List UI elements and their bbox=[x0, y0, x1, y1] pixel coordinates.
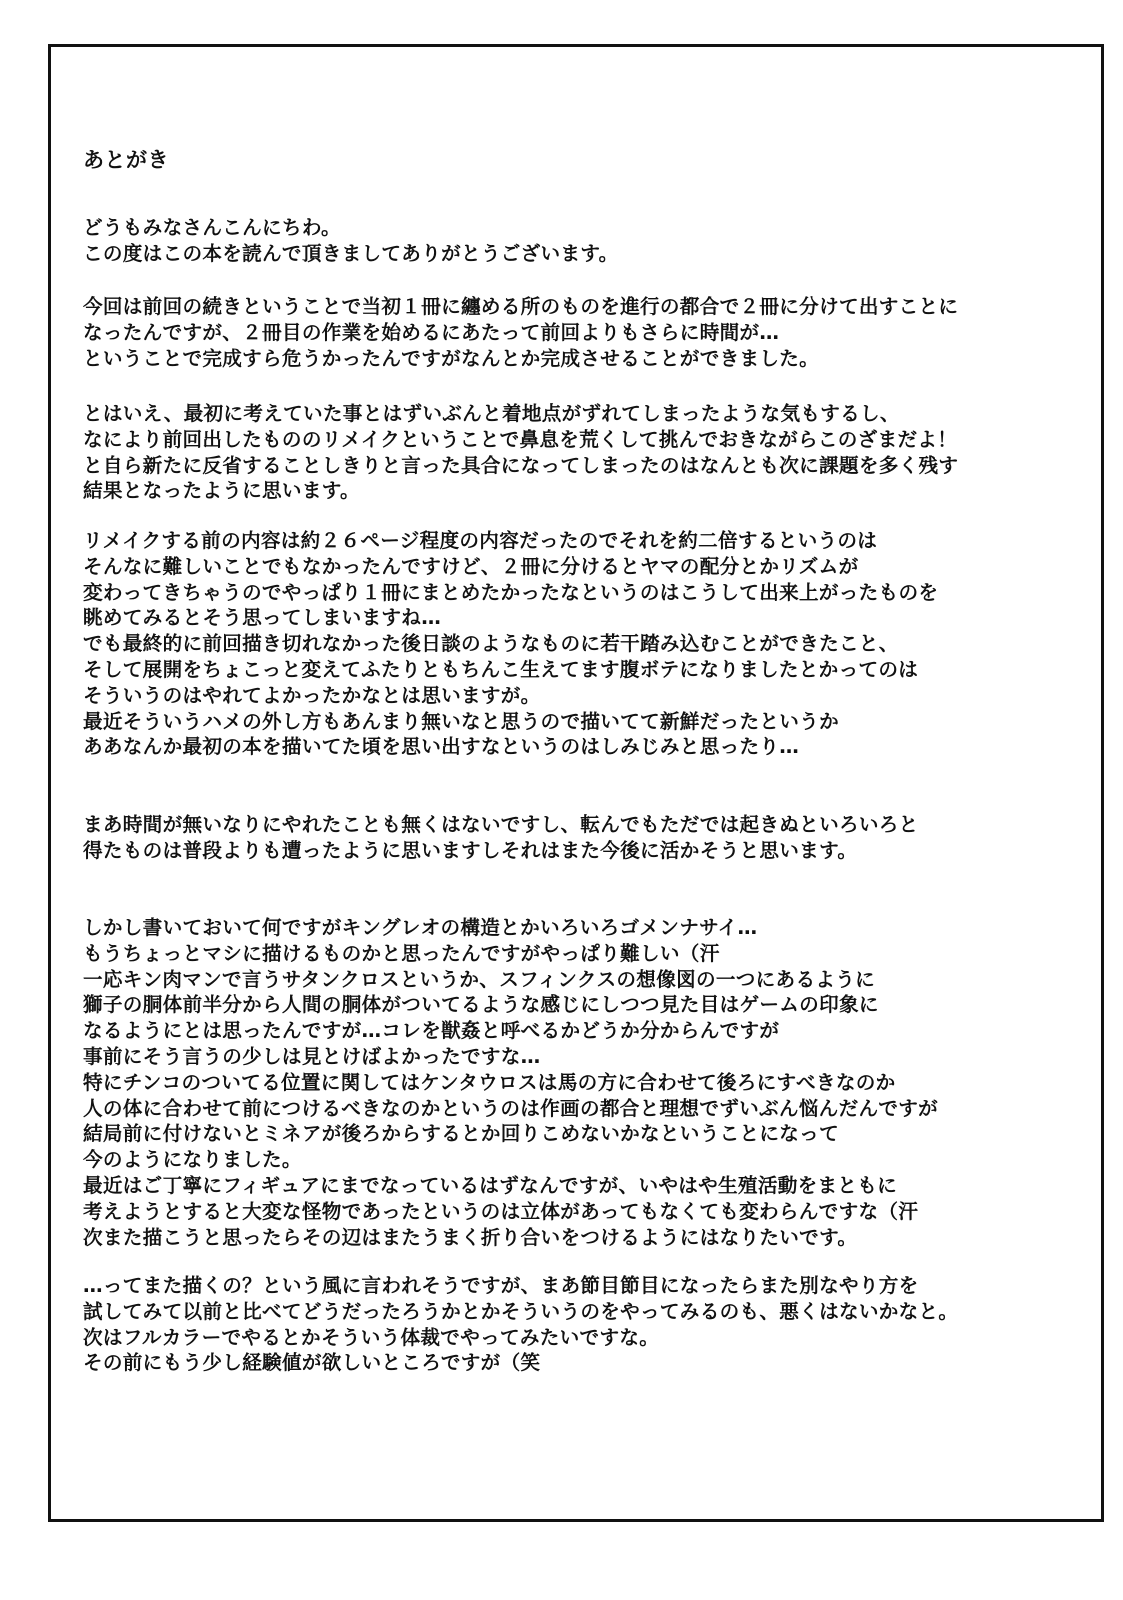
text-line: なにより前回出したもののリメイクということで鼻息を荒くして挑んでおきながらこのざまだよ！ bbox=[83, 427, 958, 451]
text-line: …ってまた描くの？という風に言われそうですが、まあ節目節目になったらまた別なやり方を bbox=[83, 1274, 919, 1297]
paragraph-remake bbox=[83, 528, 938, 760]
paragraph-king-leo bbox=[83, 915, 938, 1250]
text-line: なるようにとは思ったんですが…コレを獣姦と呼べるかどうか分からんですが bbox=[83, 1019, 780, 1043]
afterword-heading: あとがき bbox=[83, 148, 169, 172]
text-line: ああなんか最初の本を描いてた頃を思い出すなというのはしみじみと思ったり… bbox=[83, 735, 800, 759]
paragraph-closing bbox=[83, 1273, 958, 1376]
text-line: 試してみて以前と比べてどうだったろうかとかそういうのをやってみるのも、悪くはないかなと。 bbox=[83, 1299, 959, 1323]
paragraph-time bbox=[83, 812, 919, 864]
text-line: リメイクする前の内容は約２６ページ程度の内容だったのでそれを約二倍するというのは bbox=[83, 529, 878, 552]
text-line: しかし書いておいて何ですがキングレオの構造とかいろいろゴメンナサイ… bbox=[83, 916, 758, 939]
text-line: 変わってきちゃうのでやっぱり１冊にまとめたかったなというのはこうして出来上がったものを bbox=[83, 580, 939, 604]
text-line: もうちょっとマシに描けるものかと思ったんですがやっぱり難しい（汗 bbox=[83, 941, 720, 965]
text-line: 眺めてみるとそう思ってしまいますね… bbox=[83, 606, 442, 630]
text-line: 次また描こうと思ったらその辺はまたうまく折り合いをつけるようにはなりたいです。 bbox=[83, 1225, 858, 1249]
text-line: 次はフルカラーでやるとかそういう体裁でやってみたいですな。 bbox=[83, 1325, 660, 1349]
text-line: 最近そういうハメの外し方もあんまり無いなと思うので描いてて新鮮だったというか bbox=[83, 709, 839, 733]
text-line: その前にもう少し経験値が欲しいところですが（笑 bbox=[83, 1351, 541, 1375]
text-line: でも最終的に前回描き切れなかった後日談のようなものに若干踏み込むことができたこと、 bbox=[83, 632, 899, 656]
text-line: 考えようとすると大変な怪物であったというのは立体があってもなくても変わらんですな（汗 bbox=[83, 1199, 919, 1223]
text-line: どうもみなさんこんにちわ。 bbox=[83, 216, 341, 239]
text-line: 一応キン肉マンで言うサタンクロスというか、スフィンクスの想像図の一つにあるように bbox=[83, 967, 876, 991]
text-line: まあ時間が無いなりにやれたことも無くはないですし、転んでもただでは起きぬといろいろと bbox=[83, 813, 919, 836]
text-line: 最近はご丁寧にフィギュアにまでなっているはずなんですが、いやはや生殖活動をまともに bbox=[83, 1173, 898, 1197]
text-line: ということで完成すら危うかったんですがなんとか完成させることができました。 bbox=[83, 346, 820, 370]
text-line: とはいえ、最初に考えていた事とはずいぶんと着地点がずれてしまったような気もするし、 bbox=[83, 402, 900, 425]
text-line: そんなに難しいことでもなかったんですけど、２冊に分けるとヤマの配分とかリズムが bbox=[83, 554, 859, 578]
text-line: そして展開をちょこっと変えてふたりともちんこ生えてます腹ボテになりましたとかってのは bbox=[83, 657, 919, 681]
text-line: なったんですが、２冊目の作業を始めるにあたって前回よりもさらに時間が… bbox=[83, 320, 780, 344]
text-line: と自ら新たに反省することしきりと言った具合になってしまったのはなんとも次に課題を多く残す bbox=[83, 453, 959, 477]
text-line: 獅子の胴体前半分から人間の胴体がついてるような感じにしつつ見た目はゲームの印象に bbox=[83, 993, 879, 1017]
text-line: 事前にそう言うの少しは見とけばよかったですな… bbox=[83, 1044, 541, 1068]
text-line: 今のようになりました。 bbox=[83, 1148, 302, 1172]
text-line: 人の体に合わせて前につけるべきなのかというのは作画の都合と理想でずいぶん悩んだんですが bbox=[83, 1096, 939, 1120]
text-line: 結果となったように思います。 bbox=[83, 479, 360, 503]
text-line: 特にチンコのついてる位置に関してはケンタウロスは馬の方に合わせて後ろにすべきなのか bbox=[83, 1070, 896, 1094]
text-line: 今回は前回の続きということで当初１冊に纏める所のものを進行の都合で２冊に分けて出すことに bbox=[83, 295, 959, 318]
paragraph-reflection bbox=[83, 401, 958, 504]
paragraph-progress bbox=[83, 294, 958, 371]
text-line: そういうのはやれてよかったかなとは思いますが。 bbox=[83, 683, 541, 707]
paragraph-greeting bbox=[83, 215, 619, 267]
text-line: この度はこの本を読んで頂きましてありがとうございます。 bbox=[83, 241, 619, 265]
text-line: 得たものは普段よりも遭ったように思いますしそれはまた今後に活かそうと思います。 bbox=[83, 838, 858, 862]
text-line: 結局前に付けないとミネアが後ろからするとか回りこめないかなということになって bbox=[83, 1122, 839, 1146]
